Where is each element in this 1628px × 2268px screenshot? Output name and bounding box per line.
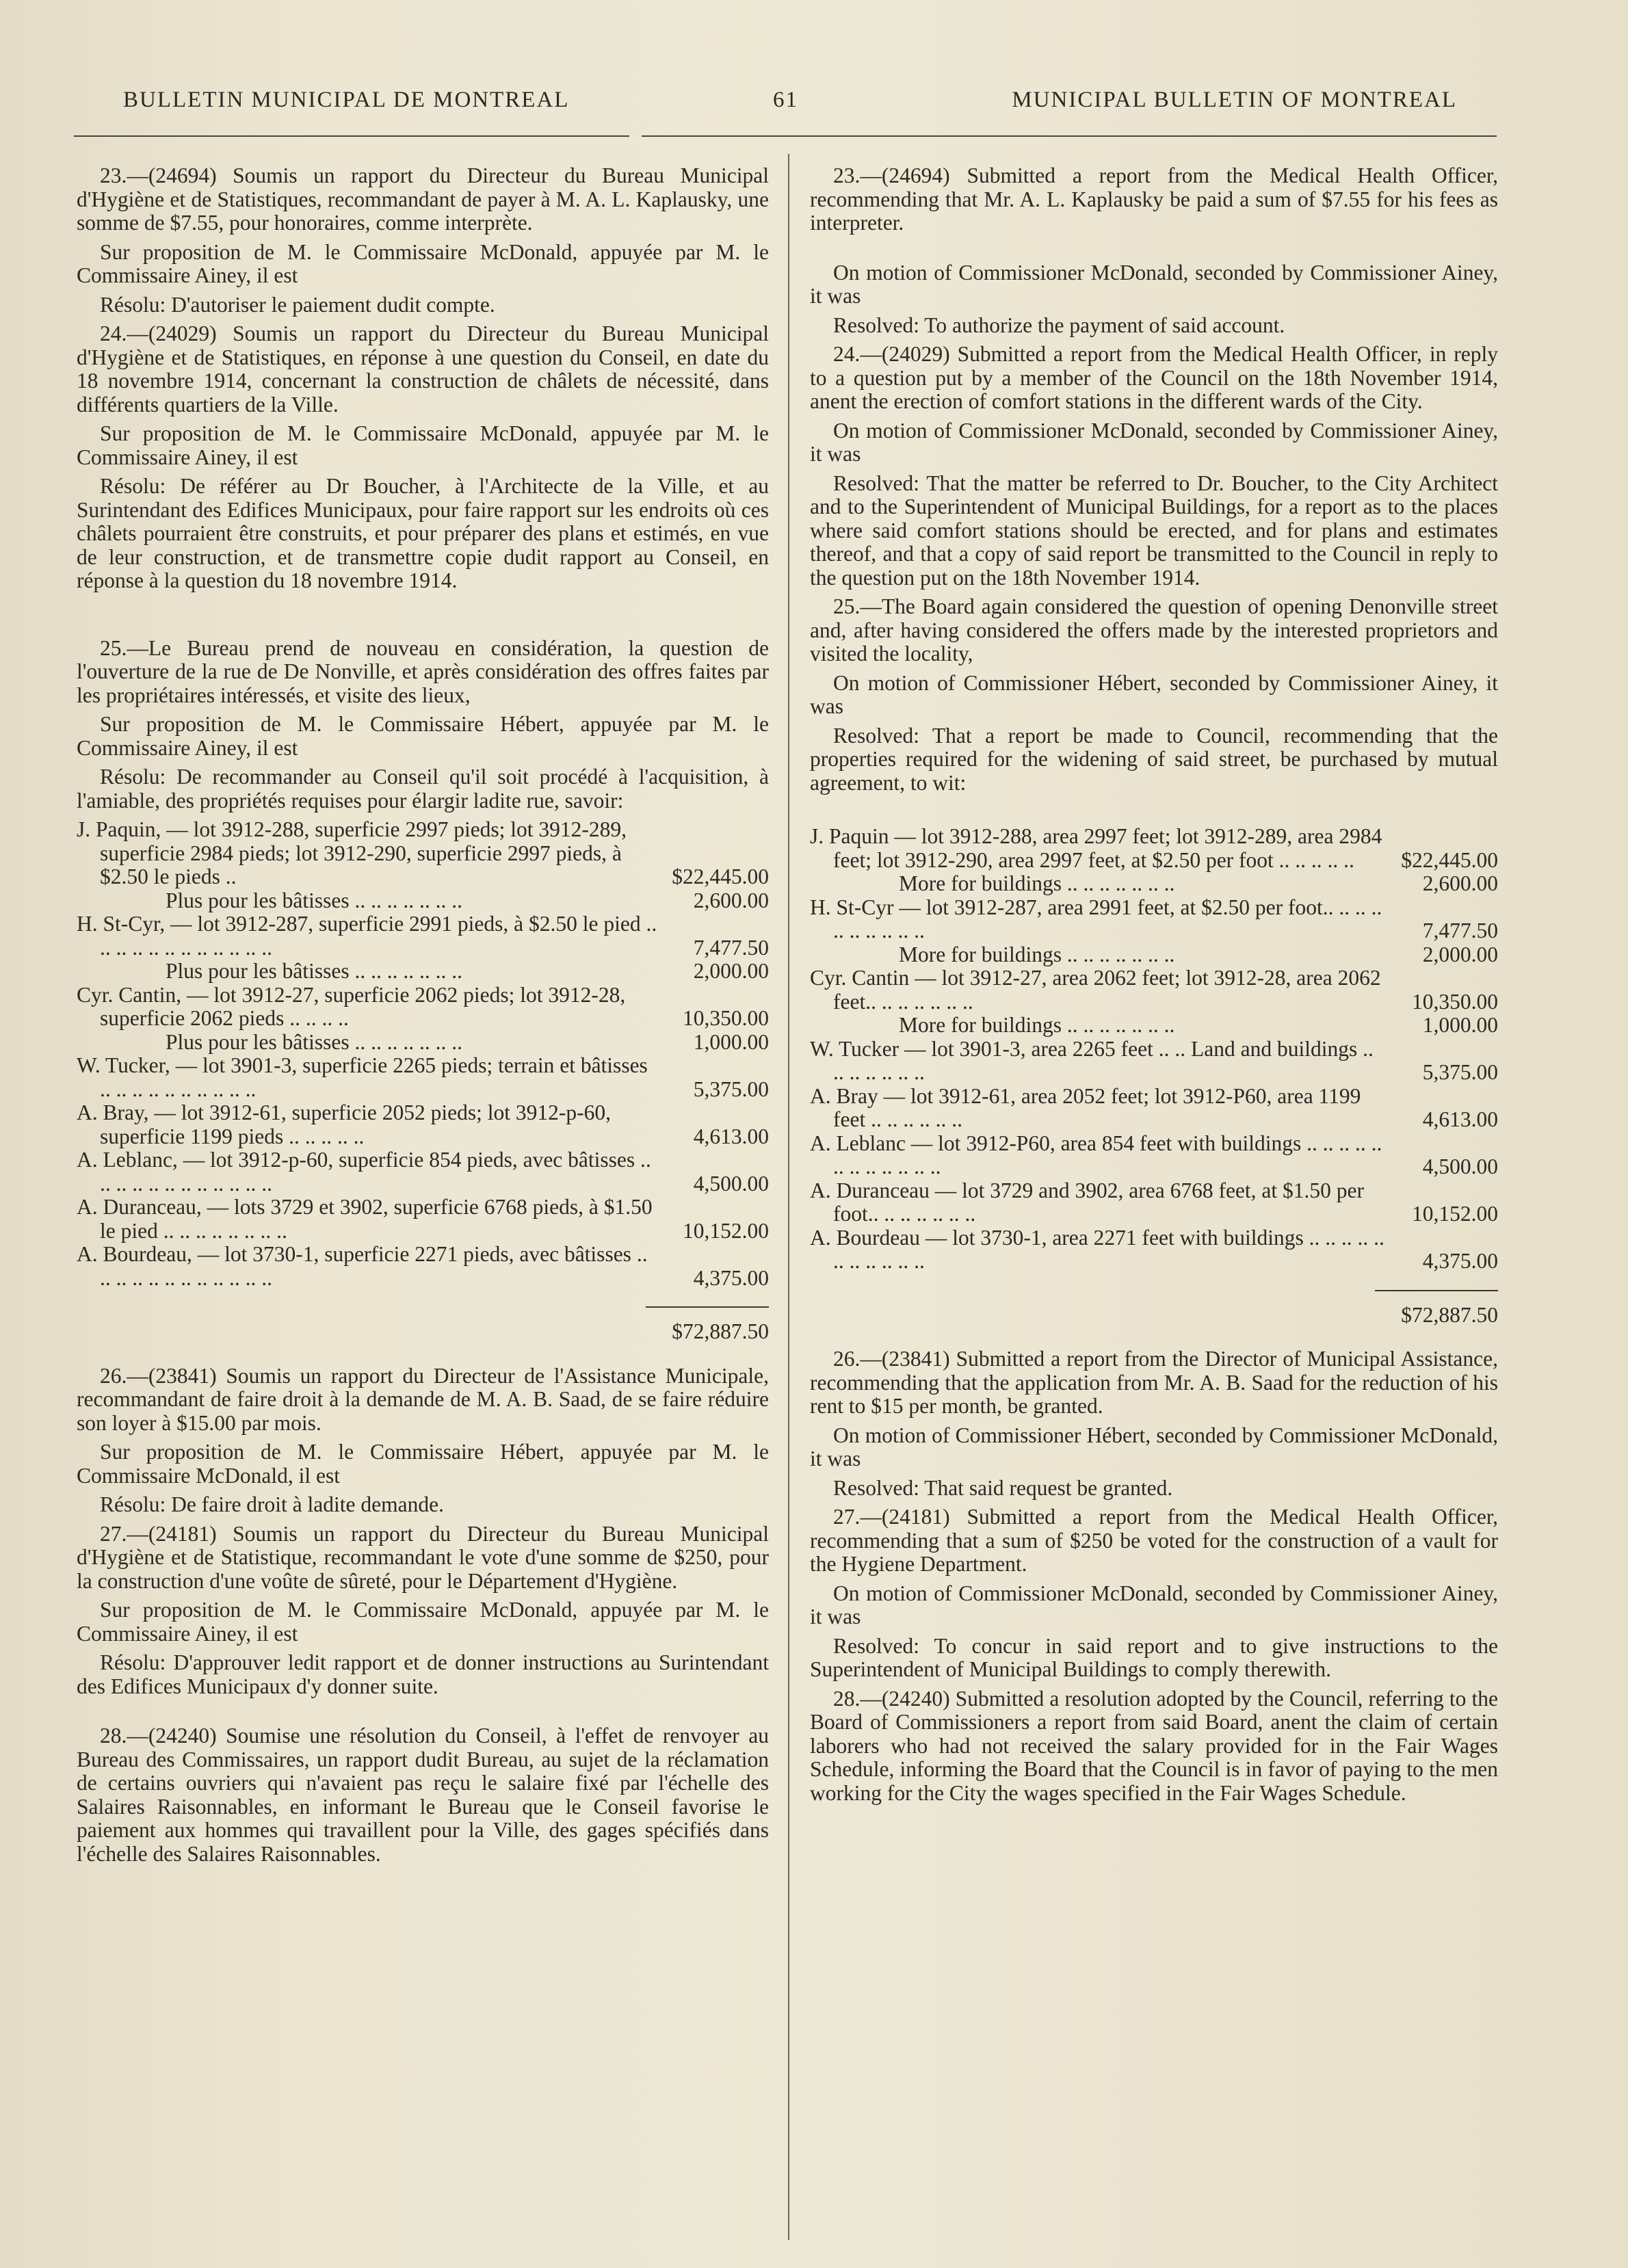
property-amount: 4,613.00 (1422, 1107, 1498, 1131)
property-row (810, 1226, 1498, 1274)
property-amount: 10,350.00 (683, 1006, 769, 1030)
property-row (77, 1101, 769, 1148)
property-description: W. Tucker, — lot 3901-3, superficie 2265 pieds; terrain et bâtisses .. .. .. .. .. .. .. .. .. .. (77, 1053, 648, 1101)
property-row (77, 960, 769, 984)
item-25-motion-en: On motion of Commissioner Hébert, seconded by Commissioner Ainey, it was (810, 670, 1498, 718)
property-row (77, 912, 769, 960)
property-description: A. Bray — lot 3912-61, area 2052 feet; lot 3912-P60, area 1199 feet .. .. .. .. .. .. (810, 1083, 1361, 1131)
item-26-motion-en: On motion of Commissioner Hébert, seconded by Commissioner McDonald, it was (810, 1423, 1498, 1471)
item-27-resolved-fr: Résolu: D'approuver ledit rapport et de donner instructions au Surintendant des Edifices Municipaux d'y donner suite. (77, 1650, 769, 1698)
total-fr: $72,887.50 (672, 1319, 769, 1343)
item-23-fr: 23.—(24694) Soumis un rapport du Directeur du Bureau Municipal d'Hygiène et de Statistiques, recommandant de payer à M. A. L. Kaplausky, une somme de $7.55, pour honoraires, comme interprète. (77, 163, 769, 235)
property-description: Plus pour les bâtisses .. .. .. .. .. .. .. (166, 1029, 463, 1054)
property-amount: 7,477.50 (1422, 919, 1498, 942)
property-amount: 2,000.00 (693, 959, 769, 983)
item-25-fr: 25.—Le Bureau prend de nouveau en considération, la question de l'ouverture de la rue de De Nonville, et après considération des offres faites par les propriétaires intéressés, et visite des lieux, (77, 635, 769, 707)
property-amount: 10,152.00 (1412, 1202, 1498, 1226)
property-description: More for buildings .. .. .. .. .. .. .. (899, 1013, 1175, 1037)
property-description: Plus pour les bâtisses .. .. .. .. .. .. .. (166, 888, 463, 912)
property-description: A. Bourdeau — lot 3730-1, area 2271 feet with buildings .. .. .. .. .. .. .. .. .. .. .. (810, 1225, 1384, 1273)
item-26-motion-fr: Sur proposition de M. le Commissaire Hébert, appuyée par M. le Commissaire McDonald, il est (77, 1440, 769, 1488)
property-amount: 4,375.00 (1422, 1249, 1498, 1273)
property-amount: $22,445.00 (1401, 847, 1498, 872)
item-27-resolved-en: Resolved: To concur in said report and to give instructions to the Superintendent of Municipal Buildings to comply therewith. (810, 1633, 1498, 1681)
property-row (810, 943, 1498, 967)
property-row (77, 1054, 769, 1101)
property-row (810, 896, 1498, 943)
item-25-resolved-fr: Résolu: De recommander au Conseil qu'il soit procédé à l'acquisition, à l'amiable, des propriétés requises pour élargir ladite rue, savoir: (77, 765, 769, 813)
property-row (77, 984, 769, 1031)
property-row (810, 825, 1498, 872)
item-23-motion-fr: Sur proposition de M. le Commissaire McDonald, appuyée par M. le Commissaire Ainey, il est (77, 239, 769, 287)
property-description: A. Duranceau — lot 3729 and 3902, area 6768 feet, at $1.50 per foot.. .. .. .. .. .. .. (810, 1178, 1364, 1226)
property-amount: 2,600.00 (693, 888, 769, 912)
property-amount: 10,350.00 (1412, 989, 1498, 1014)
property-description: Plus pour les bâtisses .. .. .. .. .. .. .. (166, 959, 463, 983)
property-row (810, 872, 1498, 896)
property-row (77, 818, 769, 889)
property-description: W. Tucker — lot 3901-3, area 2265 feet .. .. Land and buildings .. .. .. .. .. .. .. (810, 1036, 1374, 1084)
item-27-en: 27.—(24181) Submitted a report from the Medical Health Officer, recommending that a sum of $250 be voted for the construction of a vault for the Hygiene Department. (810, 1505, 1498, 1576)
column-divider (788, 154, 789, 2240)
property-amount: 2,000.00 (1422, 942, 1498, 966)
item-26-resolved-en: Resolved: That said request be granted. (833, 1475, 1173, 1500)
property-amount: 4,500.00 (1422, 1155, 1498, 1178)
item-27-motion-fr: Sur proposition de M. le Commissaire McDonald, appuyée par M. le Commissaire Ainey, il est (77, 1598, 769, 1646)
property-description: More for buildings .. .. .. .. .. .. .. (899, 942, 1175, 966)
item-25-motion-fr: Sur proposition de M. le Commissaire Hébert, appuyée par M. le Commissaire Ainey, il est (77, 712, 769, 760)
french-column (77, 164, 769, 1871)
property-amount: 4,613.00 (693, 1124, 769, 1148)
property-amount: 2,600.00 (1422, 871, 1498, 895)
property-row (77, 1196, 769, 1243)
item-26-fr: 26.—(23841) Soumis un rapport du Directeur de l'Assistance Municipale, recommandant de faire droit à la demande de M. A. B. Saad, de se faire réduire son loyer à $15.00 par mois. (77, 1363, 769, 1435)
item-24-en: 24.—(24029) Submitted a report from the Medical Health Officer, in reply to a question put by a member of the Council on the 18th November 1914, anent the erection of comfort stations in the different wards of the City. (810, 342, 1498, 413)
property-amount: 7,477.50 (693, 935, 769, 960)
item-28-fr: 28.—(24240) Soumise une résolution du Conseil, à l'effet de renvoyer au Bureau des Commissaires, un rapport dudit Bureau, au sujet de la réclamation de certains ouvriers qui n'avaient pas reçu le salaire fixé par l'échelle des Salaires Raisonnables, en informant le Bureau que le Conseil favorise le paiement aux hommes qui travaillent pour la Ville, des gages spécifiés dans l'échelle des Salaires Raisonnables. (77, 1724, 769, 1866)
item-26-resolved-fr: Résolu: De faire droit à ladite demande. (100, 1492, 444, 1516)
item-23-en: 23.—(24694) Submitted a report from the Medical Health Officer, recommending that Mr. A. L. Kaplausky be paid a sum of $7.55 for his fees as interpreter. (810, 163, 1498, 235)
property-row (77, 1243, 769, 1290)
total-rule-en (1375, 1290, 1498, 1291)
item-24-motion-en: On motion of Commissioner McDonald, seconded by Commissioner Ainey, it was (810, 418, 1498, 466)
property-description: More for buildings .. .. .. .. .. .. .. (899, 871, 1175, 895)
property-row (810, 966, 1498, 1014)
property-description: A. Bourdeau, — lot 3730-1, superficie 2271 pieds, avec bâtisses .. .. .. .. .. .. .. .. .. .. .. .. (77, 1242, 648, 1290)
property-amount: 10,152.00 (683, 1218, 769, 1243)
property-row (810, 1179, 1498, 1226)
item-25-en: 25.—The Board again considered the question of opening Denonville street and, after having considered the offers made by the interested proprietors and visited the locality, (810, 594, 1498, 665)
item-25-resolved-en: Resolved: That a report be made to Council, recommending that the properties required for the widening of said street, be purchased by mutual agreement, to wit: (810, 723, 1498, 795)
property-description: A. Bray, — lot 3912-61, superficie 2052 pieds; lot 3912-p-60, superficie 1199 pieds .. .. .. .. .. (77, 1100, 611, 1148)
property-row (77, 1148, 769, 1196)
item-23-resolved-fr: Résolu: D'autoriser le paiement dudit compte. (100, 292, 495, 317)
item-23-motion-en: On motion of Commissioner McDonald, seconded by Commissioner Ainey, it was (810, 260, 1498, 308)
property-description: H. St-Cyr, — lot 3912-287, superficie 2991 pieds, à $2.50 le pied .. .. .. .. .. .. .. .. .. .. .. .. (77, 912, 657, 960)
property-row (810, 1038, 1498, 1085)
property-description: J. Paquin — lot 3912-288, area 2997 feet; lot 3912-289, area 2984 feet; lot 3912-290, area 2997 feet, at $2.50 per foot .. .. .. .. .. (810, 824, 1382, 872)
property-amount: 4,500.00 (693, 1171, 769, 1196)
property-amount: $22,445.00 (672, 865, 769, 888)
item-27-motion-en: On motion of Commissioner McDonald, seconded by Commissioner Ainey, it was (810, 1581, 1498, 1629)
property-description: A. Leblanc — lot 3912-P60, area 854 feet with buildings .. .. .. .. .. .. .. .. .. .. .. .. (810, 1131, 1382, 1178)
item-24-fr: 24.—(24029) Soumis un rapport du Directeur du Bureau Municipal d'Hygiène et de Statistiques, en réponse à une question du Conseil, en date du 18 novembre 1914, concernant la construction de châlets de nécessité, dans différents quartiers de la Ville. (77, 321, 769, 417)
property-description: H. St-Cyr — lot 3912-287, area 2991 feet, at $2.50 per foot.. .. .. .. .. .. .. .. .. .. (810, 895, 1382, 942)
running-head (123, 88, 1457, 122)
property-amount: 1,000.00 (693, 1029, 769, 1054)
header-rule-left (74, 135, 629, 137)
property-amount: 5,375.00 (693, 1077, 769, 1101)
property-table-en (810, 825, 1498, 1274)
item-28-en: 28.—(24240) Submitted a resolution adopted by the Council, referring to the Board of Commissioners a report from said Board, anent the claim of certain laborers who had not received the salary provided for in the Fair Wages Schedule, informing the Board that the Council is in favor of paying to the men working for the City the wages specified in the Fair Wages Schedule. (810, 1686, 1498, 1805)
property-amount: 1,000.00 (1422, 1013, 1498, 1037)
property-row (810, 1132, 1498, 1179)
header-title-en: MUNICIPAL BULLETIN OF MONTREAL (1012, 88, 1457, 112)
header-title-fr: BULLETIN MUNICIPAL DE MONTREAL (123, 88, 570, 112)
header-rule-right (642, 135, 1497, 137)
property-row (810, 1085, 1498, 1132)
property-description: Cyr. Cantin — lot 3912-27, area 2062 feet; lot 3912-28, area 2062 feet.. .. .. .. .. .. .. (810, 966, 1381, 1014)
page-number: 61 (773, 88, 798, 112)
english-column (810, 164, 1498, 1810)
property-description: A. Duranceau, — lots 3729 et 3902, superficie 6768 pieds, à $1.50 le pied .. .. .. .. .. .. .. .. (77, 1195, 653, 1243)
property-amount: 4,375.00 (693, 1265, 769, 1290)
item-26-en: 26.—(23841) Submitted a report from the Director of Municipal Assistance, recommending that the application from Mr. A. B. Saad for the reduction of his rent to $15 per month, be granted. (810, 1347, 1498, 1418)
property-row (77, 1031, 769, 1055)
item-27-fr: 27.—(24181) Soumis un rapport du Directeur du Bureau Municipal d'Hygiène et de Statistique, recommandant le vote d'une somme de $250, pour la construction d'une voûte de sûreté, pour le Département d'Hygiène. (77, 1521, 769, 1593)
property-amount: 5,375.00 (1422, 1060, 1498, 1084)
total-en: $72,887.50 (1401, 1302, 1498, 1327)
item-24-resolved-fr: Résolu: De référer au Dr Boucher, à l'Architecte de la Ville, et au Surintendant des Edifices Municipaux, pour faire rapport sur les endroits où ces châlets pourraient être construits, et pour préparer des plans et estimés, en vue de leur construction, et de transmettre copie dudit rapport au Conseil, en réponse à la question du 18 novembre 1914. (77, 474, 769, 592)
property-table-fr (77, 818, 769, 1290)
property-description: Cyr. Cantin, — lot 3912-27, superficie 2062 pieds; lot 3912-28, superficie 2062 pieds .. .. .. .. (77, 982, 626, 1030)
item-23-resolved-en: Resolved: To authorize the payment of said account. (833, 313, 1285, 337)
item-24-resolved-en: Resolved: That the matter be referred to Dr. Boucher, to the City Architect and to the Superintendent of Municipal Buildings, for a report as to the places where said comfort stations should be erected, and for plans and estimates thereof, and that a copy of said report be transmitted to the Council in reply to the question put on the 18th November 1914. (810, 471, 1498, 590)
property-row (77, 889, 769, 913)
item-24-motion-fr: Sur proposition de M. le Commissaire McDonald, appuyée par M. le Commissaire Ainey, il est (77, 421, 769, 469)
property-description: A. Leblanc, — lot 3912-p-60, superficie 854 pieds, avec bâtisses .. .. .. .. .. .. .. .. .. .. .. .. (77, 1148, 651, 1196)
property-row (810, 1014, 1498, 1038)
property-description: J. Paquin, — lot 3912-288, superficie 2997 pieds; lot 3912-289, superficie 2984 pieds; lot 3912-290, superficie 2997 pieds, à $2.50 le pieds .. (77, 817, 627, 888)
total-rule-fr (646, 1306, 769, 1308)
